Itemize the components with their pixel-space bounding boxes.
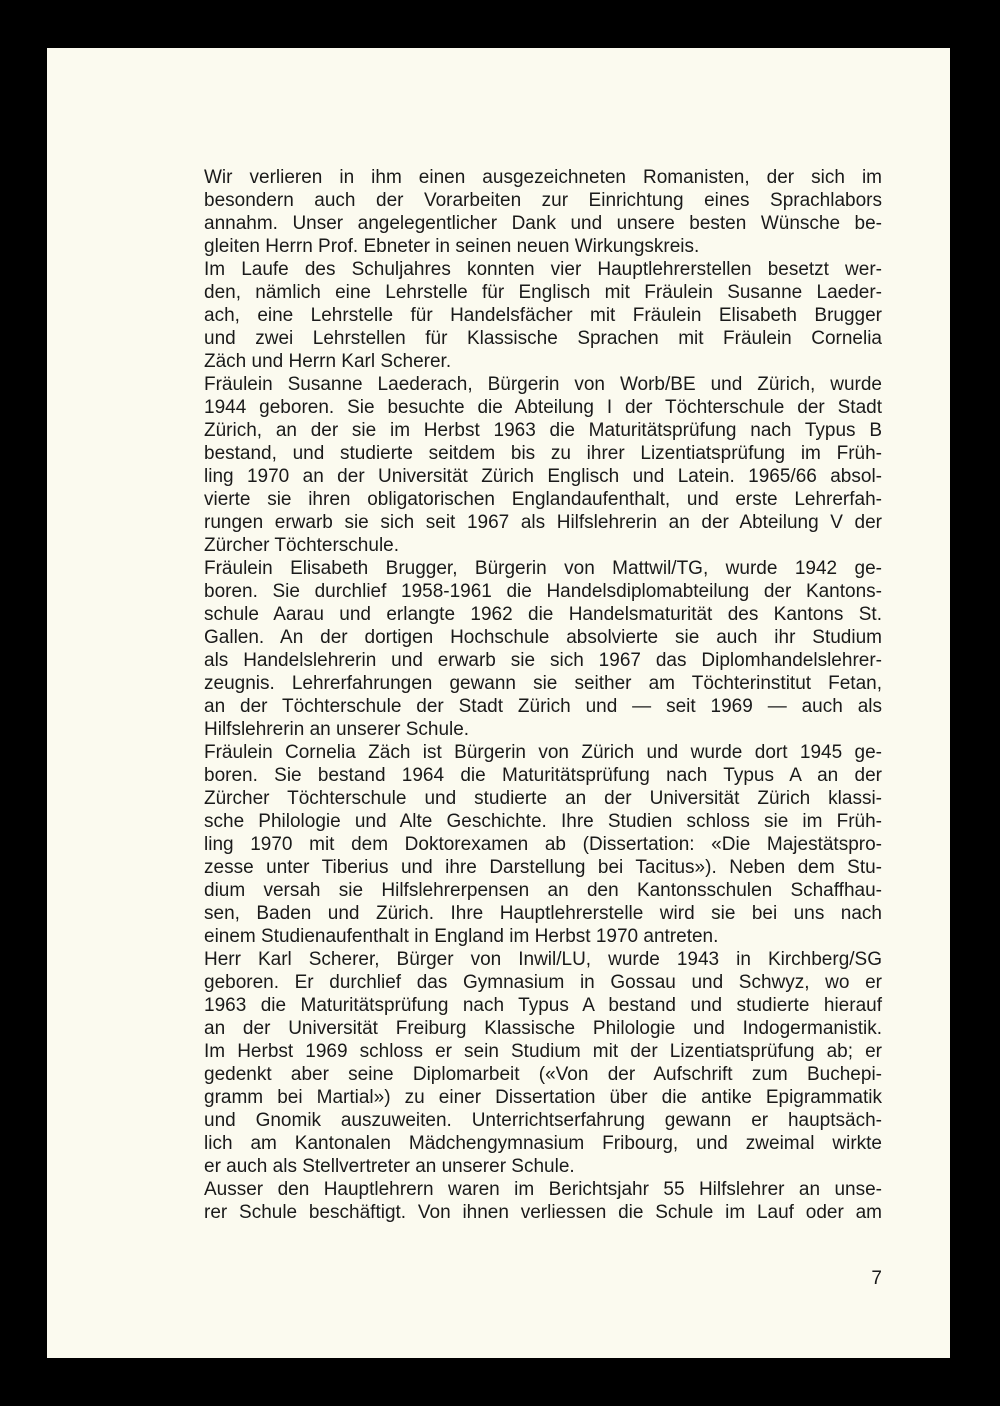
page-number: 7 [871, 1268, 882, 1289]
text-line: zesse unter Tiberius und ihre Darstellung bei Tacitus»). Neben dem Stu- [204, 857, 882, 878]
text-line: schule Aarau und erlangte 1962 die Handelsmaturität des Kantons St. [204, 604, 882, 625]
text-line: Im Laufe des Schuljahres konnten vier Hauptlehrerstellen besetzt wer- [204, 259, 882, 280]
text-line: er auch als Stellvertreter an unserer Schule. [204, 1156, 575, 1177]
text-line: Hilfslehrerin an unserer Schule. [204, 719, 470, 740]
text-line: sen, Baden und Zürich. Ihre Hauptlehrerstelle wird sie bei uns nach [204, 903, 882, 924]
text-line: geboren. Er durchlief das Gymnasium in Gossau und Schwyz, wo er [204, 972, 882, 993]
text-line: sche Philologie und Alte Geschichte. Ihre Studien schloss sie im Früh- [204, 811, 882, 832]
text-line: 1963 die Maturitätsprüfung nach Typus A bestand und studierte hierauf [204, 995, 882, 1016]
text-line: dium versah sie Hilfslehrerpensen an den Kantonsschulen Schaffhau- [204, 880, 882, 901]
text-line: Im Herbst 1969 schloss er sein Studium mit der Lizentiatsprüfung ab; er [204, 1041, 882, 1062]
text-line: und zwei Lehrstellen für Klassische Sprachen mit Fräulein Cornelia [204, 328, 882, 349]
text-line: Zürcher Töchterschule und studierte an der Universität Zürich klassi- [204, 788, 882, 809]
text-line: besondern auch der Vorarbeiten zur Einrichtung eines Sprachlabors [204, 190, 882, 211]
text-line: Fräulein Cornelia Zäch ist Bürgerin von Zürich und wurde dort 1945 ge- [204, 742, 882, 763]
text-line: und Gnomik auszuweiten. Unterrichtserfahrung gewann er hauptsäch- [204, 1110, 882, 1131]
text-line: ling 1970 an der Universität Zürich Englisch und Latein. 1965/66 absol- [204, 466, 882, 487]
text-line: Gallen. An der dortigen Hochschule absolvierte sie auch ihr Studium [204, 627, 882, 648]
text-line: Ausser den Hauptlehrern waren im Berichtsjahr 55 Hilfslehrer an unse- [204, 1179, 882, 1200]
text-line: rer Schule beschäftigt. Von ihnen verliessen die Schule im Lauf oder am [204, 1202, 882, 1223]
text-line: 1944 geboren. Sie besuchte die Abteilung I der Töchterschule der Stadt [204, 397, 882, 418]
text-line: zeugnis. Lehrerfahrungen gewann sie seither am Töchterinstitut Fetan, [204, 673, 882, 694]
text-line: an der Töchterschule der Stadt Zürich und — seit 1969 — auch als [204, 696, 882, 717]
text-line: boren. Sie durchlief 1958-1961 die Handelsdiplomabteilung der Kantons- [204, 581, 882, 602]
text-line: rungen erwarb sie sich seit 1967 als Hilfslehrerin an der Abteilung V der [204, 512, 882, 533]
text-line: gleiten Herrn Prof. Ebneter in seinen neuen Wirkungskreis. [204, 236, 700, 257]
text-line: vierte sie ihren obligatorischen Englandaufenthalt, und erste Lehrerfah- [204, 489, 882, 510]
text-line: bestand, und studierte seitdem bis zu ihrer Lizentiatsprüfung im Früh- [204, 443, 882, 464]
text-line: ling 1970 mit dem Doktorexamen ab (Dissertation: «Die Majestätspro- [204, 834, 882, 855]
text-line: lich am Kantonalen Mädchengymnasium Fribourg, und zweimal wirkte [204, 1133, 882, 1154]
text-line: Zürcher Töchterschule. [204, 535, 400, 556]
text-line: an der Universität Freiburg Klassische Philologie und Indogermanistik. [204, 1018, 882, 1039]
text-line: Zürich, an der sie im Herbst 1963 die Maturitätsprüfung nach Typus B [204, 420, 882, 441]
text-line: boren. Sie bestand 1964 die Maturitätsprüfung nach Typus A an der [204, 765, 882, 786]
text-line: gramm bei Martial») zu einer Dissertation über die antike Epigrammatik [204, 1087, 882, 1108]
text-line: Wir verlieren in ihm einen ausgezeichneten Romanisten, der sich im [204, 167, 882, 188]
text-line: den, nämlich eine Lehrstelle für Englisch mit Fräulein Susanne Laeder- [204, 282, 882, 303]
text-line: als Handelslehrerin und erwarb sie sich 1967 das Diplomhandelslehrer- [204, 650, 882, 671]
text-line: ach, eine Lehrstelle für Handelsfächer mit Fräulein Elisabeth Brugger [204, 305, 882, 326]
text-line: Zäch und Herrn Karl Scherer. [204, 351, 452, 372]
text-line: einem Studienaufenthalt in England im Herbst 1970 antreten. [204, 926, 719, 947]
text-line: Herr Karl Scherer, Bürger von Inwil/LU, wurde 1943 in Kirchberg/SG [204, 949, 882, 970]
text-line: gedenkt aber seine Diplomarbeit («Von der Aufschrift zum Buchepi- [204, 1064, 882, 1085]
text-line: Fräulein Susanne Laederach, Bürgerin von Worb/BE und Zürich, wurde [204, 374, 882, 395]
text-line: annahm. Unser angelegentlicher Dank und unsere besten Wünsche be- [204, 213, 882, 234]
text-line: Fräulein Elisabeth Brugger, Bürgerin von Mattwil/TG, wurde 1942 ge- [204, 558, 882, 579]
